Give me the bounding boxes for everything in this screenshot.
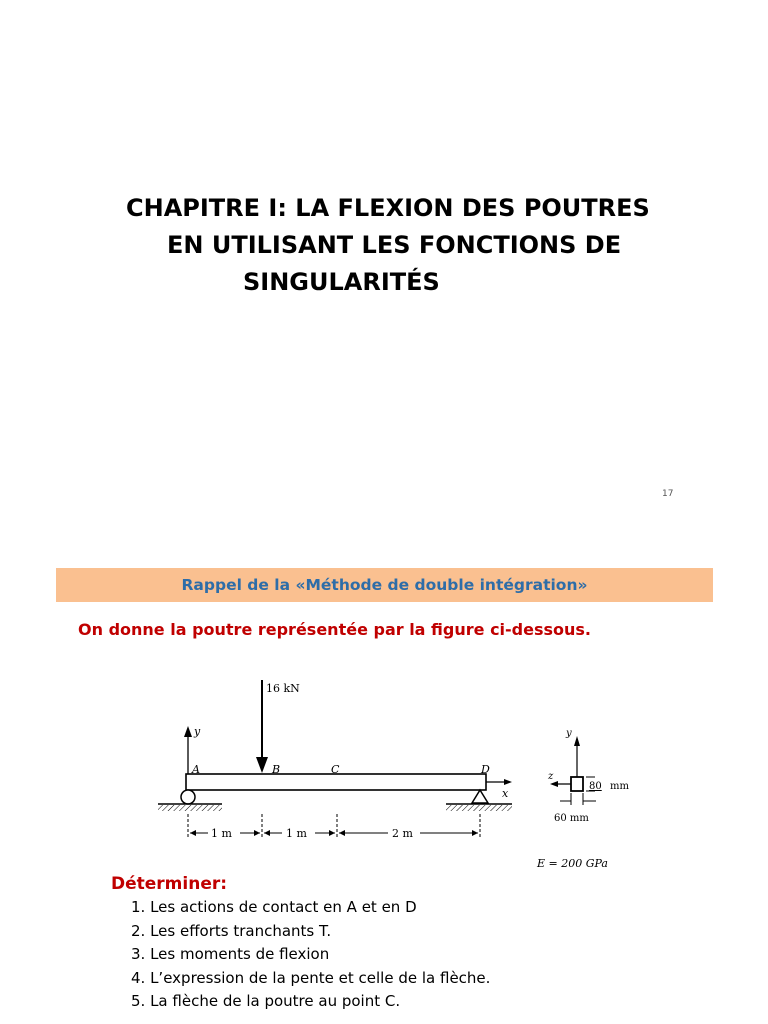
cross-section [547,728,629,824]
title-line-1: CHAPITRE I: LA FLEXION DES POUTRES [126,194,650,222]
task-list [131,896,490,1014]
beam-figure [0,660,768,875]
axis-y-label: y [194,725,201,738]
point-c-label: C [331,763,340,776]
list-item: 1. Les actions de contact en A et en D [131,898,417,916]
x-axis-arrow [486,779,512,800]
section-y-label: y [566,728,572,739]
page-number: 17 [662,489,674,499]
list-item: 2. Les efforts tranchants T. [131,921,332,940]
axis-x-label: x [502,787,509,800]
section-z-label: z [548,771,554,782]
title-line-2: EN UTILISANT LES FONCTIONS DE [167,231,622,259]
point-a-label: A [192,763,200,776]
span-1-label: 1 m [211,827,232,840]
point-d-label: D [481,763,490,776]
point-b-label: B [272,763,281,776]
banner-text: Rappel de la «Méthode de double intégration» [181,576,588,594]
list-item: 3. Les moments de flexion [131,945,330,963]
beam [186,774,486,790]
span-2-label: 1 m [286,827,307,840]
determine-heading: Déterminer: [111,874,228,894]
load-label: 16 kN [266,682,300,695]
list-item: 4. L’expression de la pente et celle de la flèche. [131,968,491,987]
section-banner [56,568,713,602]
span-3-label: 2 m [392,827,413,840]
roller-support-a [158,790,222,811]
title-line-3: SINGULARITÉS [243,268,440,296]
section-height-unit: mm [610,781,629,792]
section-width-label: 60 mm [554,813,589,824]
load-arrow [256,680,300,773]
section-height-label: 80 [589,781,602,792]
modulus-label: E = 200 GPa [537,857,608,870]
list-item: 5. La flèche de la poutre au point C. [131,992,401,1010]
intro-text: On donne la poutre représentée par la figure ci-dessous. [78,620,592,639]
